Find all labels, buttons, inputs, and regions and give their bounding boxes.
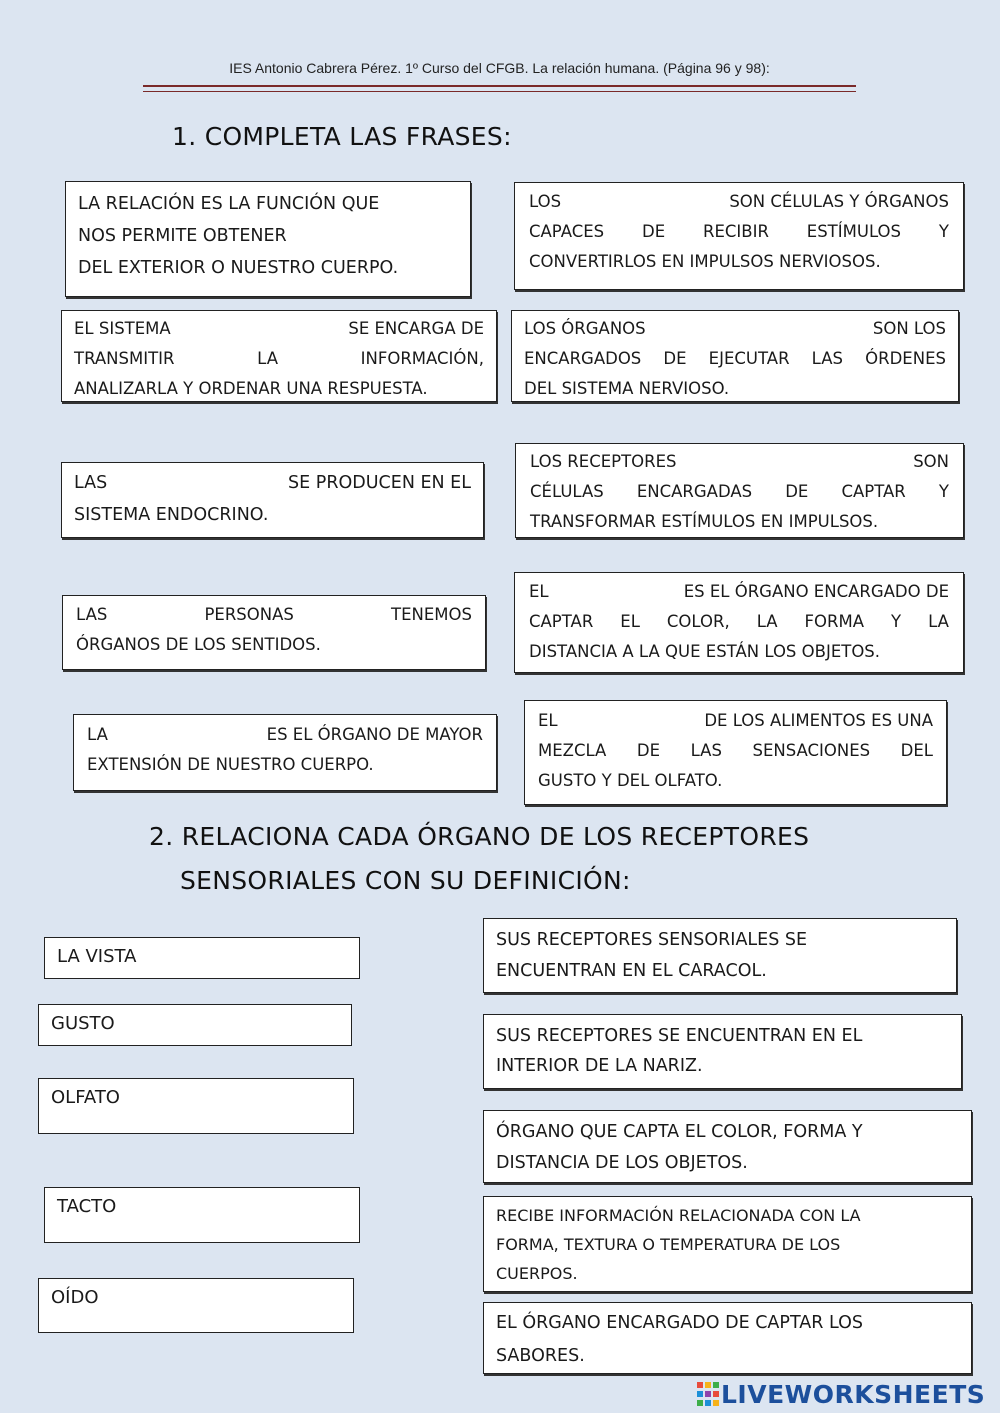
definition-text: ENCUENTRAN EN EL CARACOL.: [496, 961, 767, 981]
section2-title-line1: 2. RELACIONA CADA ÓRGANO DE LOS RECEPTORES: [149, 822, 810, 851]
section2-title-line2: SENSORIALES CON SU DEFINICIÓN:: [180, 866, 631, 895]
justified-line: [529, 607, 949, 637]
organ-label: OÍDO: [51, 1287, 99, 1308]
word: LA: [756, 612, 778, 631]
definition-text: SUS RECEPTORES SE ENCUENTRAN EN EL: [496, 1026, 863, 1046]
sentence-text: ANALIZARLA Y ORDENAR UNA RESPUESTA.: [74, 379, 428, 398]
liveworksheets-logo: [697, 1378, 985, 1410]
definition-text: FORMA, TEXTURA O TEMPERATURA DE LOS: [496, 1235, 841, 1254]
sentence-box-3: [61, 310, 497, 402]
word: TRANSMITIR: [74, 349, 175, 368]
organ-box-olfato[interactable]: [38, 1078, 354, 1134]
justified-line: [524, 344, 946, 374]
definition-text: CUERPOS.: [496, 1264, 578, 1283]
definition-text: ÓRGANO QUE CAPTA EL COLOR, FORMA Y: [496, 1122, 863, 1142]
sentence-box-1: [65, 181, 471, 297]
word: FORMA: [804, 612, 865, 631]
word: INFORMACIÓN,: [360, 349, 484, 368]
organ-label: LA VISTA: [57, 946, 137, 967]
sentence-text: DE LOS ALIMENTOS ES UNA: [704, 711, 933, 730]
sentence-text: LOS ÓRGANOS: [524, 319, 646, 338]
justified-line: [76, 600, 472, 630]
word: CAPTAR: [529, 612, 594, 631]
word: Y: [938, 222, 949, 241]
organ-box-gusto[interactable]: [38, 1004, 352, 1046]
word: Y: [938, 482, 949, 501]
word: DEL: [900, 741, 933, 760]
word: RECIBIR: [702, 222, 769, 241]
word: DE: [636, 741, 661, 760]
definition-text: SABORES.: [496, 1346, 585, 1366]
sentence-text: EL: [529, 582, 549, 601]
word: LAS: [811, 349, 844, 368]
sentence-box-9: [73, 714, 497, 791]
word: DE: [663, 349, 687, 368]
definition-text: DISTANCIA DE LOS OBJETOS.: [496, 1153, 748, 1173]
sentence-box-10: [524, 700, 947, 805]
sentence-text: LA: [87, 725, 108, 744]
word: MEZCLA: [538, 741, 607, 760]
sentence-text: ÓRGANOS DE LOS SENTIDOS.: [76, 635, 321, 654]
sentence-text: TRANSFORMAR ESTÍMULOS EN IMPULSOS.: [530, 512, 879, 531]
logo-text: LIVEWORKSHEETS: [721, 1379, 986, 1409]
word: EL: [620, 612, 640, 631]
sentence-box-8: [514, 572, 964, 673]
word: DE: [641, 222, 666, 241]
sentence-box-4: [511, 310, 959, 402]
sentence-text: EL: [538, 711, 558, 730]
word: EJECUTAR: [708, 349, 790, 368]
sentence-box-7: [62, 595, 486, 670]
liveworksheets-logo-icon: [697, 1382, 719, 1406]
sentence-text: ES EL ÓRGANO ENCARGADO DE: [683, 582, 949, 601]
word: ÓRDENES: [865, 349, 946, 368]
sentence-box-6: [515, 443, 964, 538]
sentence-text: DEL SISTEMA NERVIOSO.: [524, 379, 730, 398]
word: CAPACES: [529, 222, 605, 241]
sentence-text: GUSTO Y DEL OLFATO.: [538, 771, 723, 790]
sentence-text: EL SISTEMA: [74, 319, 171, 338]
word: LA: [928, 612, 949, 631]
sentence-text: CONVERTIRLOS EN IMPULSOS NERVIOSOS.: [529, 252, 881, 271]
word: ENCARGADOS: [524, 349, 642, 368]
sentence-text: SON: [913, 452, 949, 471]
sentence-text: SE ENCARGA DE: [348, 319, 484, 338]
sentence-text: SON LOS: [872, 319, 946, 338]
sentence-text: LAS: [74, 473, 108, 493]
justified-line: [74, 344, 484, 374]
organ-label: GUSTO: [51, 1013, 115, 1034]
justified-line: [530, 477, 949, 507]
word: COLOR,: [666, 612, 730, 631]
word: Y: [891, 612, 902, 631]
sentence-text: EXTENSIÓN DE NUESTRO CUERPO.: [87, 755, 374, 774]
sentence-text: SISTEMA ENDOCRINO.: [74, 505, 269, 525]
definition-box-4[interactable]: [483, 1196, 972, 1292]
word: SENSACIONES: [752, 741, 871, 760]
word: PERSONAS: [204, 605, 294, 624]
word: TENEMOS: [391, 605, 472, 624]
word: DE: [785, 482, 809, 501]
sentence-text: DEL EXTERIOR O NUESTRO CUERPO.: [78, 258, 399, 278]
definition-box-5[interactable]: [483, 1302, 972, 1374]
definition-box-3[interactable]: [483, 1110, 972, 1183]
organ-label: TACTO: [57, 1196, 117, 1217]
sentence-box-5: [61, 462, 484, 538]
document-header: IES Antonio Cabrera Pérez. 1º Curso del CFGB. La relación humana. (Página 96 y 98):: [229, 60, 770, 76]
organ-label: OLFATO: [51, 1087, 120, 1108]
justified-line: [529, 217, 949, 247]
definition-text: RECIBE INFORMACIÓN RELACIONADA CON LA: [496, 1206, 861, 1225]
sentence-text: DISTANCIA A LA QUE ESTÁN LOS OBJETOS.: [529, 642, 881, 661]
word: LAS: [690, 741, 722, 760]
word: ENCARGADAS: [636, 482, 753, 501]
organ-box-oido[interactable]: [38, 1278, 354, 1333]
definition-box-2[interactable]: [483, 1014, 962, 1089]
sentence-box-2: [514, 182, 964, 290]
word: ESTÍMULOS: [806, 222, 902, 241]
definition-text: INTERIOR DE LA NARIZ.: [496, 1056, 703, 1076]
sentence-text: LOS RECEPTORES: [530, 452, 677, 471]
justified-line: [538, 736, 933, 766]
sentence-text: NOS PERMITE OBTENER: [78, 226, 287, 246]
word: CÉLULAS: [530, 482, 604, 501]
sentence-text: ES EL ÓRGANO DE MAYOR: [266, 725, 483, 744]
sentence-text: LA RELACIÓN ES LA FUNCIÓN QUE: [78, 194, 380, 214]
sentence-text: SE PRODUCEN EN EL: [288, 473, 471, 493]
word: LA: [257, 349, 278, 368]
definition-text: SUS RECEPTORES SENSORIALES SE: [496, 930, 808, 950]
sentence-text: SON CÉLULAS Y ÓRGANOS: [729, 192, 949, 211]
header-rule: [143, 85, 856, 92]
definition-text: EL ÓRGANO ENCARGADO DE CAPTAR LOS: [496, 1313, 863, 1333]
definition-box-1[interactable]: [483, 918, 957, 993]
word: LAS: [76, 605, 108, 624]
sentence-text: LOS: [529, 192, 562, 211]
section1-title: 1. COMPLETA LAS FRASES:: [172, 122, 512, 151]
organ-box-vista[interactable]: [44, 937, 360, 979]
word: CAPTAR: [841, 482, 906, 501]
organ-box-tacto[interactable]: [44, 1187, 360, 1243]
